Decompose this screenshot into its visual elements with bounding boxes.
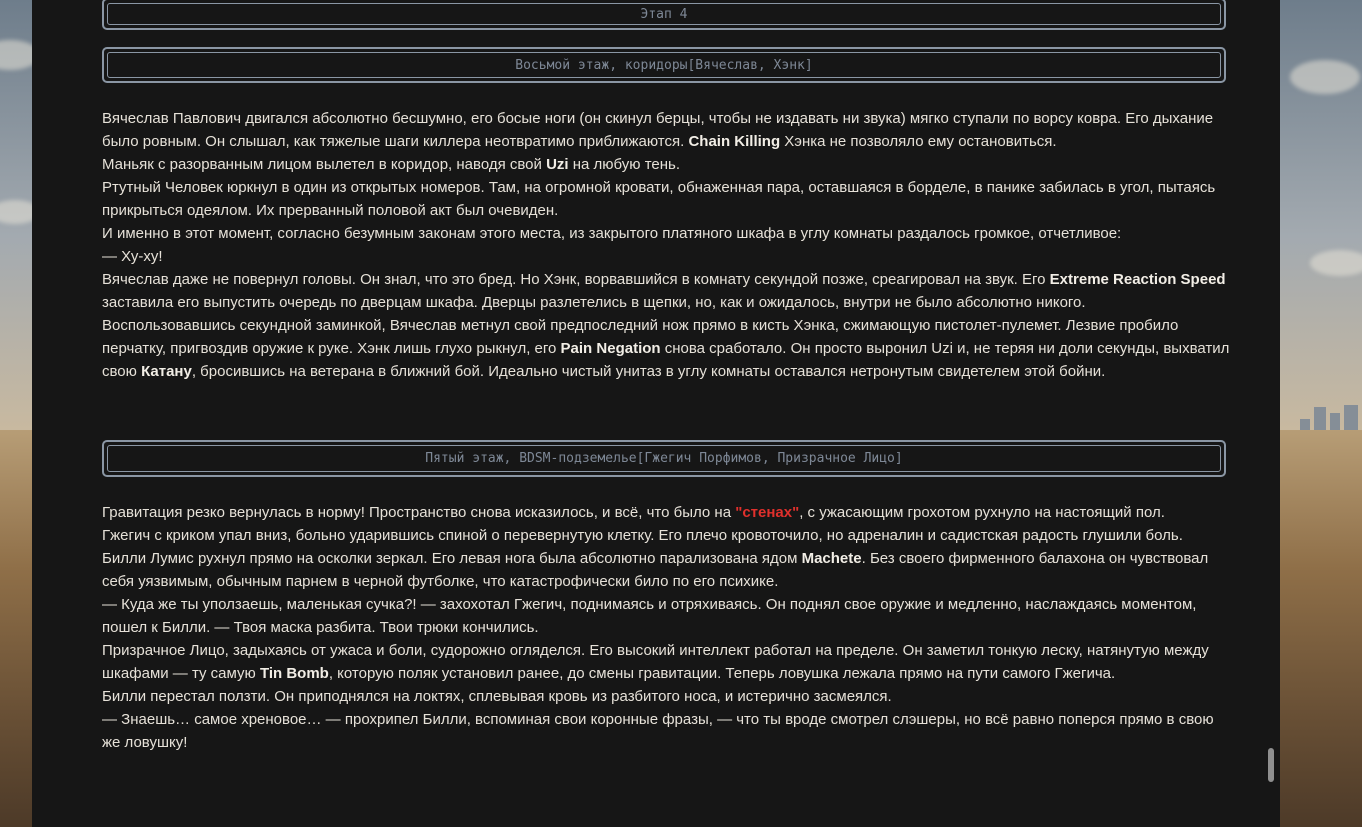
paragraph: Вячеслав даже не повернул головы. Он знал, что это бред. Но Хэнк, ворвавшийся в комнату секундой позже, среагировал на звук. Его Extreme Reaction Speed заставила его выпустить очередь по дверцам шкафа. Дверцы разлетелись в щепки, но, как и ожидалось, внутри не было абсолютно никого. (102, 271, 1226, 311)
highlight-text: "стенах" (735, 504, 800, 521)
paragraph: Билли Лумис рухнул прямо на осколки зеркал. Его левая нога была абсолютно парализована ядом Machete. Без своего фирменного балахона он чувствовал себя уязвимым, обычным парнем в черной футболке, что катастрофически било по его психике. (102, 550, 1209, 590)
story-text-2 (102, 501, 1232, 754)
paragraph: И именно в этот момент, согласно безумным законам этого места, из закрытого платяного шкафа в углу комнаты раздалось громкое, отчетливое: (102, 225, 1122, 242)
paragraph: Ртутный Человек юркнул в один из открытых номеров. Там, на огромной кровати, обнаженная пара, оставшаяся в борделе, в панике забилась в угол, пытаясь прикрыться одеялом. Их прерванный половой акт был очевиден. (102, 179, 1216, 219)
story-text-1 (102, 107, 1232, 383)
paragraph: Вячеслав Павлович двигался абсолютно бесшумно, его босые ноги (он скинул берцы, чтобы не издавать ни звука) мягко ступали по ворсу ковра. Его дыхание было ровным. Он слышал, как тяжелые шаги киллера неотвратимо приближаются. Chain Killing Хэнка не позволяло ему остановиться. (102, 110, 1214, 150)
story-panel (32, 0, 1280, 827)
paragraph: — Ху-ху! (102, 248, 163, 265)
paragraph: — Куда же ты уползаешь, маленькая сучка?! — захохотал Гжегич, поднимаясь и отряхиваясь. Он поднял свое оружие и медленно, наслаждаясь моментом, пошел к Билли. — Твоя маска разбита. Твои трюки кончились. (102, 596, 1197, 636)
background-scenery-right (1280, 0, 1362, 827)
stage-header (102, 0, 1226, 30)
background-scenery-left (0, 0, 32, 827)
paragraph: Гжегич с криком упал вниз, больно ударившись спиной о перевернутую клетку. Его плечо кровоточило, но адреналин и садистская радость глушили боль. (102, 527, 1183, 544)
section-title-2: Пятый этаж, BDSM-подземелье[Гжегич Порфимов, Призрачное Лицо] (425, 451, 903, 466)
section-header-2 (102, 440, 1226, 477)
paragraph: Призрачное Лицо, задыхаясь от ужаса и боли, судорожно огляделся. Его высокий интеллект работал на пределе. Он заметил тонкую леску, натянутую между шкафами — ту самую Tin Bomb, которую поляк установил ранее, до смены гравитации. Теперь ловушка лежала прямо на пути самого Гжегича. (102, 642, 1209, 682)
section-header-1 (102, 47, 1226, 83)
paragraph: Гравитация резко вернулась в норму! Пространство снова исказилось, и всё, что было на "стенах", с ужасающим грохотом рухнуло на настоящий пол. (102, 504, 1165, 521)
paragraph: Маньяк с разорванным лицом вылетел в коридор, наводя свой Uzi на любую тень. (102, 156, 681, 173)
vertical-scrollbar[interactable] (1268, 0, 1274, 827)
paragraph: — Знаешь… самое хреновое… — прохрипел Билли, вспоминая свои коронные фразы, — что ты вроде смотрел слэшеры, но всё равно поперся прямо в свою же ловушку! (102, 711, 1214, 751)
scrollbar-thumb[interactable] (1268, 748, 1274, 782)
stage-title: Этап 4 (640, 6, 688, 22)
section-title-1: Восьмой этаж, коридоры[Вячеслав, Хэнк] (515, 57, 813, 73)
paragraph: Воспользовавшись секундной заминкой, Вячеслав метнул свой предпоследний нож прямо в кисть Хэнка, сжимающую пистолет-пулемет. Лезвие пробило перчатку, пригвоздив оружие к руке. Хэнк лишь глухо рыкнул, его Pain Negation снова сработало. Он просто выронил Uzi и, не теряя ни доли секунды, выхватил свою Катану, бросившись на ветерана в ближний бой. Идеально чистый унитаз в углу комнаты оставался нетронутым свидетелем этой бойни. (102, 317, 1230, 380)
paragraph: Билли перестал ползти. Он приподнялся на локтях, сплевывая кровь из разбитого носа, и истерично засмеялся. (102, 688, 892, 705)
